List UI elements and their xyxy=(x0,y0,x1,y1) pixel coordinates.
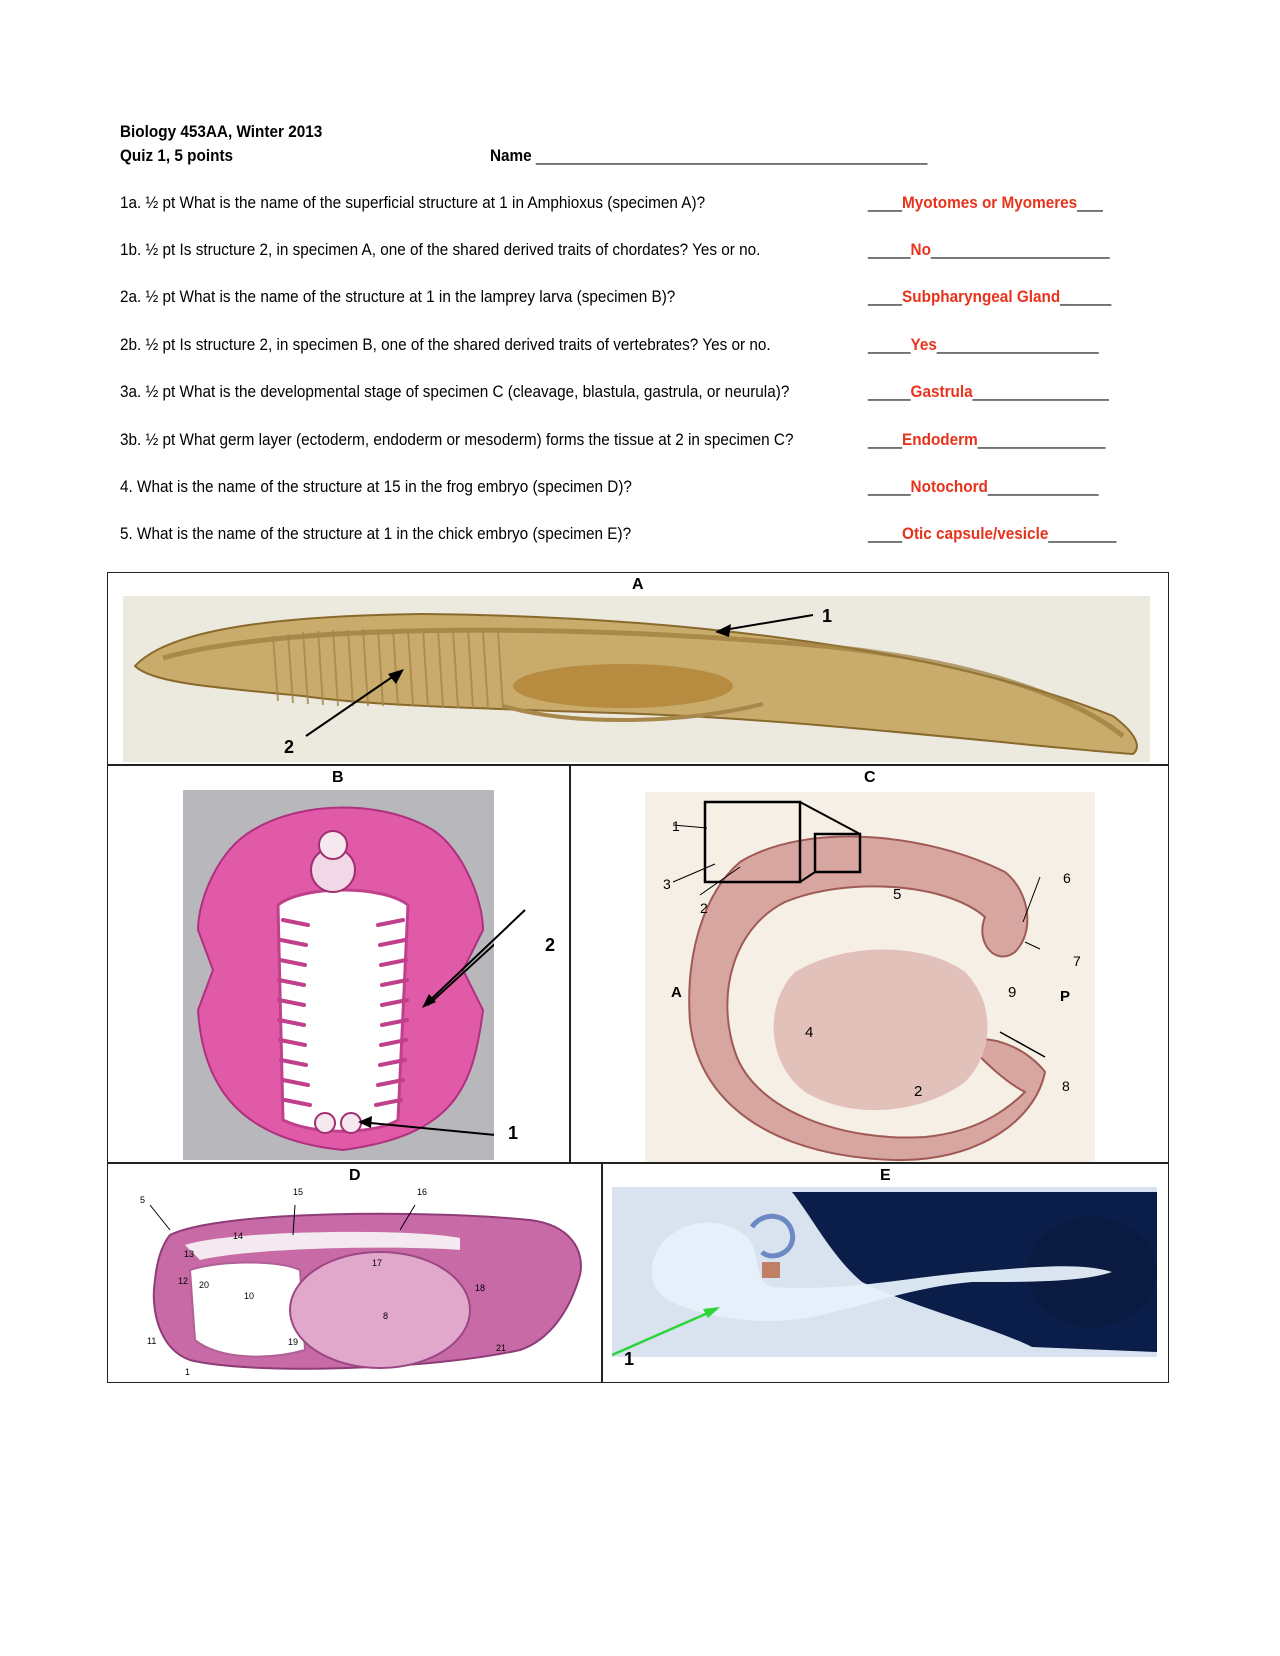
question-2b: 2b. ½ pt Is structure 2, in specimen B, one of the shared derived traits of vertebrates? Yes or no. xyxy=(120,335,771,354)
question-5: 5. What is the name of the structure at 1 in the chick embryo (specimen E)? xyxy=(120,524,632,543)
label-c-5: 5 xyxy=(893,886,902,903)
label-c-anterior: A xyxy=(671,984,682,1001)
chick-embryo-image xyxy=(612,1187,1157,1357)
label-a-2: 2 xyxy=(284,737,295,757)
label-b-1: 1 xyxy=(508,1123,519,1143)
amphioxus-image xyxy=(123,596,1150,762)
label-c-6: 6 xyxy=(1063,870,1071,886)
answer-1a: ____Myotomes or Myomeres___ xyxy=(868,193,1103,212)
label-c-4: 4 xyxy=(805,1024,814,1041)
label-a-1: 1 xyxy=(822,606,833,626)
question-1b: 1b. ½ pt Is structure 2, in specimen A, one of the shared derived traits of chordates? Yes or no. xyxy=(120,240,761,259)
label-d-13: 13 xyxy=(184,1249,195,1259)
label-c-8: 8 xyxy=(1062,1078,1070,1094)
label-d-20: 20 xyxy=(199,1280,210,1290)
label-d-8: 8 xyxy=(383,1311,389,1321)
panel-d-label: D xyxy=(349,1167,361,1184)
panel-b-label: B xyxy=(332,769,344,786)
name-label: Name xyxy=(490,146,532,165)
answer-3a: _____Gastrula________________ xyxy=(868,382,1109,401)
label-d-14: 14 xyxy=(233,1231,244,1241)
answer-3b: ____Endoderm_______________ xyxy=(868,430,1106,449)
answer-1b: _____No_____________________ xyxy=(868,240,1110,259)
label-d-12: 12 xyxy=(178,1276,189,1286)
question-2a: 2a. ½ pt What is the name of the structure at 1 in the lamprey larva (specimen B)? xyxy=(120,287,676,306)
answer-2a: ____Subpharyngeal Gland______ xyxy=(868,287,1112,306)
label-d-16: 16 xyxy=(417,1187,428,1197)
arrow-b2-ext xyxy=(420,900,540,1030)
panel-e-label: E xyxy=(880,1167,891,1184)
panel-a-label: A xyxy=(632,576,644,593)
label-d-10: 10 xyxy=(244,1291,255,1301)
label-d-18: 18 xyxy=(475,1283,486,1293)
grid-divider-bc xyxy=(569,764,571,1162)
label-d-1: 1 xyxy=(185,1367,191,1377)
name-field xyxy=(490,146,927,166)
panel-c-label: C xyxy=(864,769,876,786)
label-d-17: 17 xyxy=(372,1258,383,1268)
name-blank: ______________________________________________ xyxy=(535,146,928,165)
question-1a: 1a. ½ pt What is the name of the superficial structure at 1 in Amphioxus (specimen A)? xyxy=(120,193,706,212)
question-3b: 3b. ½ pt What germ layer (ectoderm, endoderm or mesoderm) forms the tissue at 2 in specimen C? xyxy=(120,430,794,449)
label-d-21: 21 xyxy=(496,1343,507,1353)
label-d-19: 19 xyxy=(288,1337,299,1347)
label-c-2a: 2 xyxy=(700,900,708,916)
quiz-title: Quiz 1, 5 points xyxy=(120,146,234,165)
label-c-1: 1 xyxy=(672,818,680,834)
label-c-3: 3 xyxy=(663,876,671,892)
label-c-7: 7 xyxy=(1073,953,1081,969)
label-c-posterior: P xyxy=(1060,988,1071,1005)
grid-divider-1 xyxy=(107,764,1169,766)
question-3a: 3a. ½ pt What is the developmental stage of specimen C (cleavage, blastula, gastrula, or neurula)? xyxy=(120,382,790,401)
label-d-11: 11 xyxy=(147,1336,157,1346)
label-d-5: 5 xyxy=(140,1195,146,1205)
answer-4: _____Notochord_____________ xyxy=(868,477,1099,496)
grid-divider-de xyxy=(601,1162,603,1383)
answer-5: ____Otic capsule/vesicle________ xyxy=(868,524,1117,543)
gastrula-section-image xyxy=(645,792,1095,1162)
label-c-9: 9 xyxy=(1008,984,1017,1001)
question-4: 4. What is the name of the structure at 15 in the frog embryo (specimen D)? xyxy=(120,477,632,496)
label-d-15: 15 xyxy=(293,1187,304,1197)
grid-divider-2 xyxy=(107,1162,1169,1164)
label-b-2: 2 xyxy=(545,935,556,955)
label-e-1: 1 xyxy=(624,1349,635,1369)
label-c-2b: 2 xyxy=(914,1083,923,1100)
answer-2b: _____Yes___________________ xyxy=(868,335,1099,354)
course-title: Biology 453AA, Winter 2013 xyxy=(120,122,323,141)
